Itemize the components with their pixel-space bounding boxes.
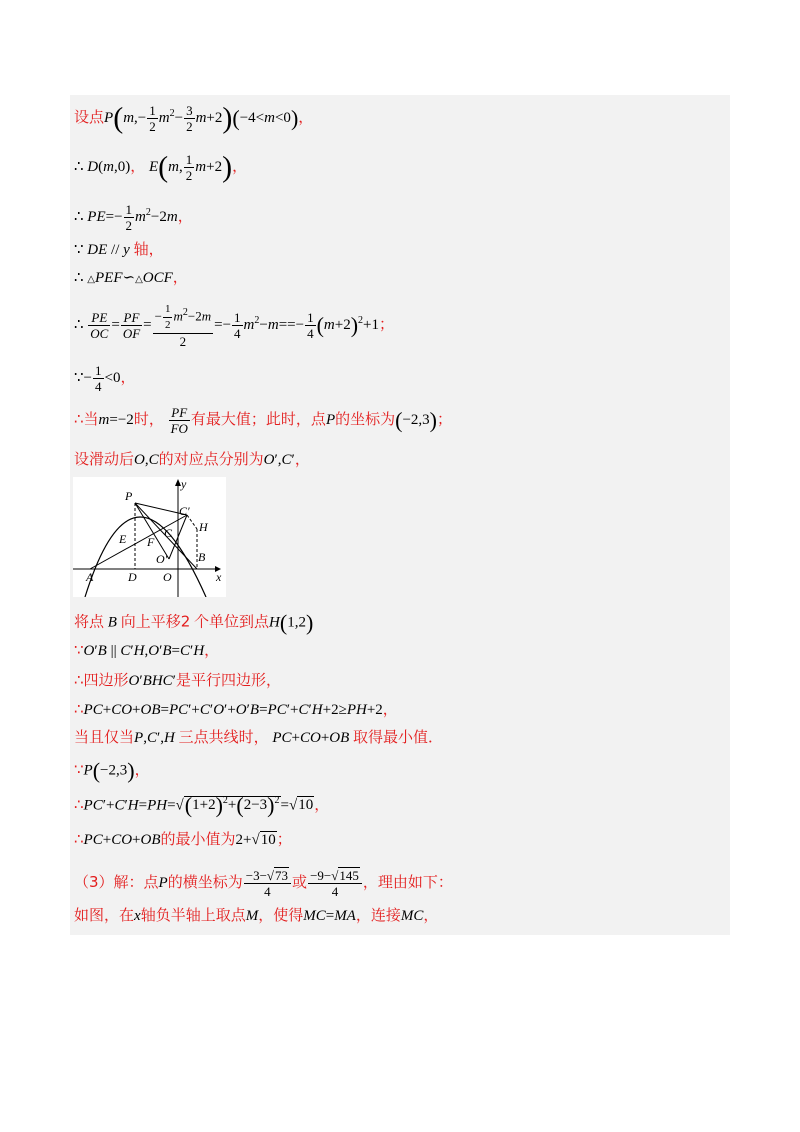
line-16: $\therefore PC'+C'H=PH=√(1+2)^2+(2-3)^2=√10$，: [74, 793, 330, 818]
line-9: 设滑动后O,C的对应点分别为O′,C′，: [74, 450, 310, 468]
line-15: ∵P(−2,3)，: [74, 758, 150, 783]
line-11: ∵O′B || C′H,O′B=C′H，: [74, 641, 220, 659]
label-B: B: [198, 550, 206, 564]
line-10: 将点 B 向上平移2 个单位到点H(1,2): [74, 610, 314, 635]
label-C-prime: C′: [179, 504, 190, 518]
line-18: （3）解：点P的横坐标为 $\frac{-3-√73}{4}$ 或 $\frac{-9-√145}{4}$ ，理由如下：: [74, 868, 453, 899]
line-19: 如图，在x轴负半轴上取点M，使得MC=MA，连接MC，: [74, 906, 439, 924]
line-14: 当且仅当P,C′,H 三点共线时， PC+CO+OB 取得最小值．: [74, 728, 444, 746]
label-O-prime: O′: [156, 552, 168, 566]
line-8: ∴当m=−2时， $\frac{PF}{FO}$ 有最大值；此时，点P的坐标为(−2,3)；: [74, 405, 453, 436]
geometry-figure: [73, 477, 226, 597]
label-P: P: [125, 489, 133, 503]
label-F: F: [147, 535, 155, 549]
line-17: ∴PC+CO+OB的最小值为2+√10；: [74, 830, 292, 848]
line-2: ∴ D(m,0)， E(m, $\frac{1}{2}$ m+2)，: [74, 150, 248, 184]
line-6: ∴ $\frac{PE}{OC}$ = $\frac{PF}{OF}$ = − $\frac{1}{2}$ $m^2-2m$ 2 =− $\frac{1}{4}$ $m^2-m==-$ $\frac{1}{4}$ $(m+2)^2+1$；: [74, 303, 395, 349]
line-4: ∵ DE // y 轴，: [74, 240, 164, 258]
label-O: O: [163, 570, 172, 584]
line-7: ∵− $\frac{1}{4}$ <0，: [74, 363, 136, 394]
label-H: H: [199, 520, 208, 534]
label-D: D: [128, 570, 137, 584]
label-E: E: [119, 532, 127, 546]
label-C: C: [164, 526, 173, 540]
line-5: ∴ △PEF∽△OCF，: [74, 268, 188, 286]
line-3: ∴ PE=− $\frac{1}{2}$ $m^2-2m$，: [74, 202, 193, 233]
label-x: x: [216, 570, 222, 584]
label-y: y: [181, 477, 187, 491]
label-A: A: [86, 570, 94, 584]
line-13: ∴PC+CO+OB=PC′+C′O′+O′B=PC′+C′H+2≥PH+2，: [74, 700, 398, 718]
line-1: 设点P(m,− $\frac{1}{2}$ $m^2-$ $\frac{3}{2}$ m+2)(−4<m<0)，: [74, 101, 314, 135]
line-12: ∴四边形O′BHC′是平行四边形，: [74, 671, 281, 689]
